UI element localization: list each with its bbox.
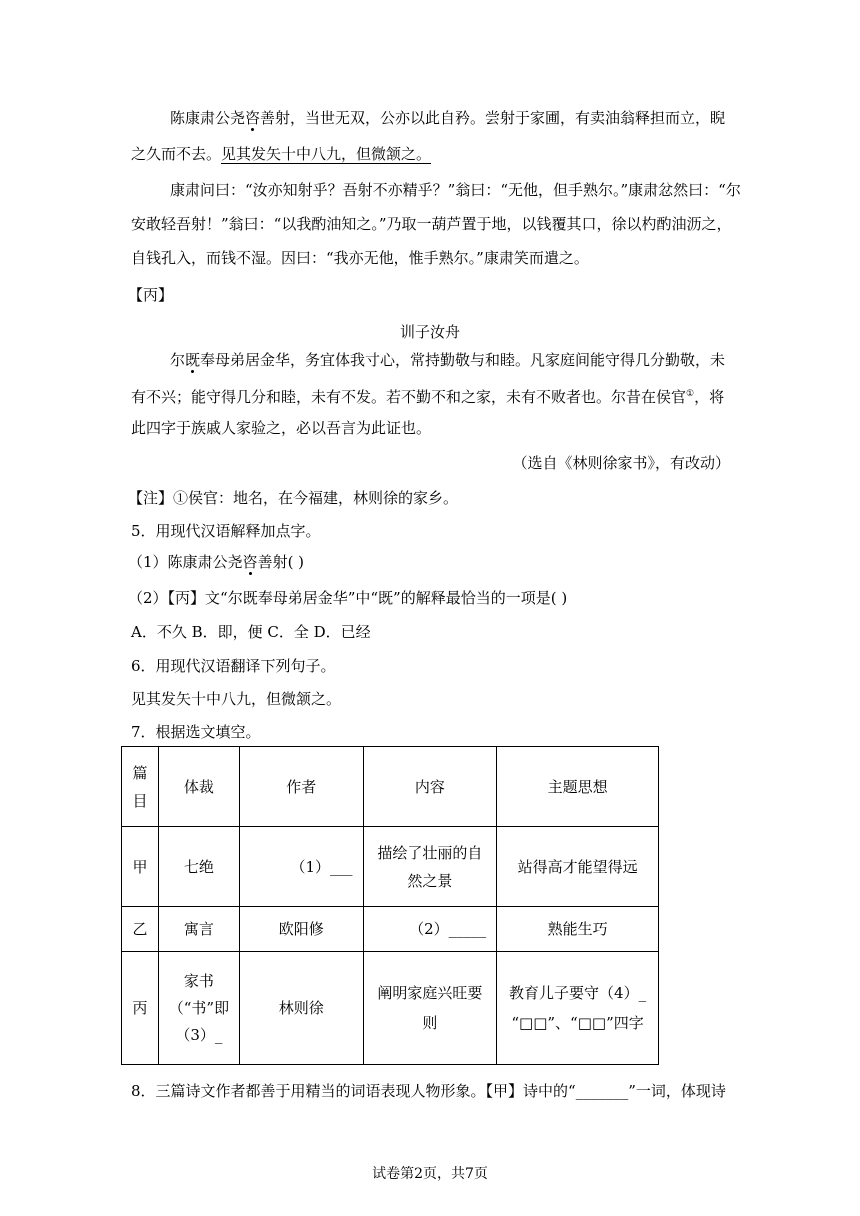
table-cell: 熟能生巧 [497, 907, 659, 952]
passage-yi-line: 之久而不去。见其发矢十中八九，但微颔之。 [131, 145, 432, 163]
footnote-marker: ① [686, 389, 695, 399]
table-row [122, 907, 659, 952]
table-cell: 教育儿子要守（4）_ “□□”、“□□”四字 [497, 952, 659, 1065]
table-cell: 寓言 [158, 907, 239, 952]
table-cell: （2）_____ [363, 907, 497, 952]
passage-yi-line: 陈康肃公尧咨善射，当世无双，公亦以此自矜。尝射于家圃，有卖油翁释担而立，睨 [170, 109, 726, 127]
passage-title: 训子汝舟 [399, 323, 460, 341]
passage-yi-line: 康肃问曰：“汝亦知射乎？吾射不亦精乎？”翁曰：“无他，但手熟尔。”康肃忿然曰：“尔 [170, 181, 741, 199]
table-cell: 欧阳修 [239, 907, 363, 952]
passage-bing-line: 有不兴；能守得几分和睦，未有不发。若不勤不和之家，未有不败者也。尔昔在侯官①，将 [131, 388, 725, 406]
table-cell: 七绝 [158, 827, 239, 907]
question-5-2: （2）【丙】文“尔既奉母弟居金华”中“既”的解释最恰当的一项是( ) [128, 589, 568, 607]
dotted-char: 咨 [242, 553, 258, 571]
table-header: 主题思想 [497, 747, 659, 827]
passage-bing-line: 此四字于族戚人家验之，必以吾言为此证也。 [131, 419, 432, 437]
passage-yi-line: 安敢轻吾射！”翁曰：“以我酌油知之。”乃取一葫芦置于地，以钱覆其口，徐以杓酌油沥之， [131, 215, 732, 233]
question-6-sentence: 见其发矢十中八九，但微颔之。 [131, 690, 342, 708]
question-5-1: （1）陈康肃公尧咨善射( ) [128, 553, 305, 571]
table-header: 内容 [363, 747, 497, 827]
question-6: 6．用现代汉语翻译下列句子。 [131, 657, 336, 675]
table-cell: 阐明家庭兴旺要 则 [363, 952, 497, 1065]
question-8: 8．三篇诗文作者都善于用精当的词语表现人物形象。【甲】诗中的“_______”一词，体现诗 [131, 1082, 726, 1100]
table-cell: 林则徐 [239, 952, 363, 1065]
passage-bing-line: 尔既奉母弟居金华，务宜体我寸心，常持勤敬与和睦。凡家庭间能守得几分勤敬，未 [170, 351, 726, 369]
table-cell: 甲 [122, 827, 159, 907]
footnote: 【注】①侯官：地名，在今福建，林则徐的家乡。 [128, 489, 459, 507]
dotted-char: 咨 [245, 109, 261, 127]
table-header-row [122, 747, 659, 827]
table-cell: （1）___ [239, 827, 363, 907]
source-citation: （选自《林则徐家书》，有改动） [512, 454, 730, 472]
question-5: 5．用现代汉语解释加点字。 [131, 522, 321, 540]
table-cell: 描绘了壮丽的自 然之景 [363, 827, 497, 907]
section-heading-bing: 【丙】 [128, 286, 174, 304]
table-header: 篇 目 [122, 747, 159, 827]
table-header: 体裁 [158, 747, 239, 827]
dotted-char: 既 [185, 351, 201, 369]
question-5-options: A．不久 B．即，便 C．全 D．已经 [131, 623, 371, 641]
table-cell: 乙 [122, 907, 159, 952]
passage-yi-line: 自钱孔入，而钱不湿。因曰：“我亦无他，惟手熟尔。”康肃笑而遣之。 [131, 249, 589, 267]
table-row [122, 952, 659, 1065]
page-footer: 试卷第2页，共7页 [372, 1166, 488, 1182]
question-7: 7．根据选文填空。 [131, 723, 261, 741]
table-row [122, 827, 659, 907]
table-header: 作者 [239, 747, 363, 827]
underlined-sentence: 见其发矢十中八九，但微颔之。 [221, 145, 432, 163]
table-cell: 家书 （“书”即 （3）_ [158, 952, 239, 1065]
fill-in-table [121, 746, 659, 1065]
table-cell: 丙 [122, 952, 159, 1065]
table-cell: 站得高才能望得远 [497, 827, 659, 907]
